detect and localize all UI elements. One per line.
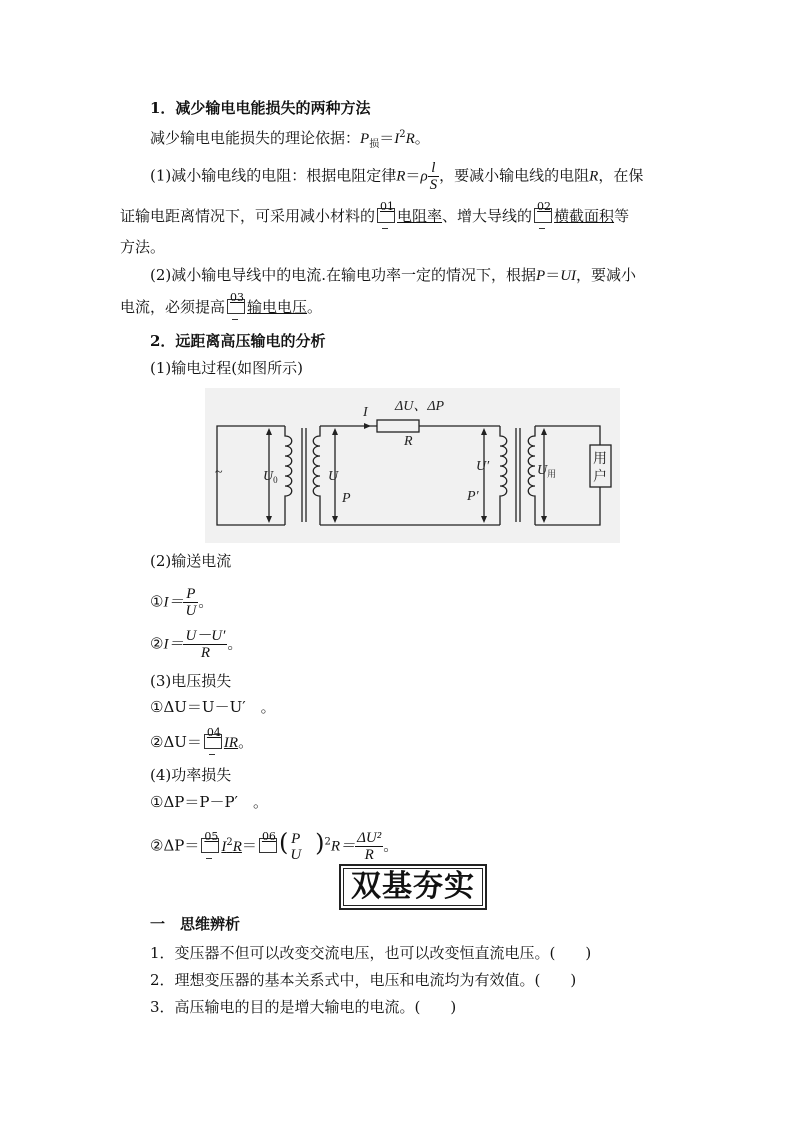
label-U-user: $U_用$: [537, 463, 557, 479]
power-formula-1: ①ΔP＝P－P′ 。: [150, 793, 268, 811]
section3-heading: 一 思维辨析: [150, 915, 241, 933]
answer-03: 输电电压: [247, 298, 308, 316]
answer-badge-01: 01: [377, 208, 395, 223]
label-I: I: [363, 405, 368, 420]
label-U: U: [328, 469, 339, 484]
answer-badge-05: 05: [201, 838, 219, 853]
transmission-circuit-diagram: [205, 388, 620, 543]
banner-title: 双基夯实: [339, 864, 487, 910]
voltage-formula-1: ①ΔU＝U－U′ 。: [150, 698, 276, 716]
loss-basis-line: 减少输电电能损失的理论依据：$P_损=I^2R$。: [150, 129, 430, 150]
label-P: P: [342, 491, 351, 506]
current-title: (2)输送电流: [150, 552, 232, 570]
answer-badge-03: 03: [227, 299, 245, 314]
answer-badge-06: 06: [259, 838, 277, 853]
question-1: 1．变压器不但可以改变交流电压，也可以改变恒直流电压。( ): [150, 944, 592, 962]
item2-line2: 电流，必须提高 03 输电电压。: [120, 297, 322, 317]
user-label-top: 用: [593, 452, 607, 467]
section2-heading: 2．远距离高压输电的分析: [150, 332, 326, 350]
power-formula-2: ②ΔP＝ 05 $I^2R=$ 06 ( P U )$^2$R＝ $\frac{\text{ΔU²}}{R}$ 。: [150, 828, 399, 863]
voltage-title: (3)电压损失: [150, 672, 232, 690]
label-P-prime: P′: [467, 489, 479, 504]
label-R: R: [404, 434, 413, 449]
label-U-prime: U′: [476, 459, 490, 474]
label-U0: $U_0$: [263, 469, 278, 485]
item1-line2: 证输电距离情况下，可采用减小材料的 01 电阻率、增大导线的 02 横截面积等: [120, 206, 629, 226]
item1-line3: 方法。: [120, 238, 166, 256]
ac-source-symbol: ~: [215, 465, 223, 480]
answer-badge-04: 04: [204, 734, 222, 749]
answer-02: 横截面积: [554, 207, 615, 225]
current-formula-1: ①I＝ $\frac{P}{U}$ 。: [150, 586, 214, 619]
voltage-formula-2: ②ΔU＝ 04 IR。: [150, 732, 253, 753]
item1-line1: (1)减小输电线的电阻：根据电阻定律R＝ρ $\frac{l}{S}$ ，要减小输电线的电阻R，在保: [150, 160, 644, 193]
answer-badge-02: 02: [534, 208, 552, 223]
user-label-bottom: 户: [593, 470, 607, 485]
resistance-fraction: $\frac{l}{S}$: [429, 160, 438, 193]
label-loss: ΔU、ΔP: [395, 399, 445, 414]
current-formula-2: ②I＝ $\frac{U-U'}{R}$ 。: [150, 628, 243, 661]
question-2: 2．理想变压器的基本关系式中，电压和电流均为有效值。( ): [150, 971, 577, 989]
answer-01: 电阻率: [397, 207, 443, 225]
process-label: (1)输电过程(如图所示): [150, 359, 303, 377]
section1-heading: 1．减少输电电能损失的两种方法: [150, 99, 371, 117]
answer-04: IR: [223, 735, 239, 751]
question-3: 3．高压输电的目的是增大输电的电流。( ): [150, 998, 457, 1016]
power-title: (4)功率损失: [150, 766, 232, 784]
item2-line1: (2)减小输电导线中的电流.在输电功率一定的情况下，根据P＝UI，要减小: [150, 266, 637, 284]
